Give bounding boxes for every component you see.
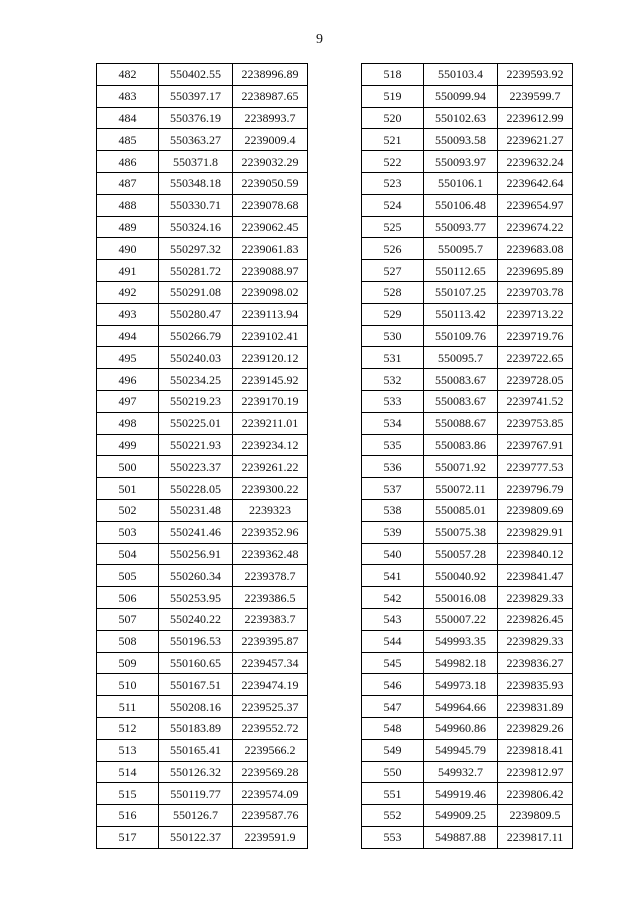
point-number-cell: 482 — [97, 64, 159, 86]
y-coordinate-cell: 2239713.22 — [498, 303, 573, 325]
x-coordinate-cell: 550231.48 — [159, 499, 233, 521]
point-number-cell: 488 — [97, 194, 159, 216]
point-number-cell: 553 — [362, 826, 424, 848]
x-coordinate-cell: 550072.11 — [424, 478, 498, 500]
x-coordinate-cell: 549982.18 — [424, 652, 498, 674]
y-coordinate-cell: 2239703.78 — [498, 281, 573, 303]
y-coordinate-cell: 2239612.99 — [498, 107, 573, 129]
point-number-cell: 517 — [97, 826, 159, 848]
x-coordinate-cell: 549945.79 — [424, 739, 498, 761]
y-coordinate-cell: 2239211.01 — [233, 412, 308, 434]
point-number-cell: 518 — [362, 64, 424, 86]
coordinates-table-right-body — [362, 64, 573, 849]
point-number-cell: 538 — [362, 499, 424, 521]
table-row — [97, 281, 308, 303]
point-number-cell: 498 — [97, 412, 159, 434]
table-row — [362, 805, 573, 827]
y-coordinate-cell: 2239566.2 — [233, 739, 308, 761]
y-coordinate-cell: 2239831.89 — [498, 696, 573, 718]
table-row — [97, 761, 308, 783]
x-coordinate-cell: 550165.41 — [159, 739, 233, 761]
x-coordinate-cell: 550106.1 — [424, 172, 498, 194]
table-row — [362, 369, 573, 391]
x-coordinate-cell: 549973.18 — [424, 674, 498, 696]
point-number-cell: 540 — [362, 543, 424, 565]
point-number-cell: 537 — [362, 478, 424, 500]
table-row — [97, 172, 308, 194]
y-coordinate-cell: 2239300.22 — [233, 478, 308, 500]
x-coordinate-cell: 550240.03 — [159, 347, 233, 369]
point-number-cell: 526 — [362, 238, 424, 260]
y-coordinate-cell: 2239840.12 — [498, 543, 573, 565]
x-coordinate-cell: 550007.22 — [424, 608, 498, 630]
y-coordinate-cell: 2239113.94 — [233, 303, 308, 325]
table-row — [362, 325, 573, 347]
point-number-cell: 525 — [362, 216, 424, 238]
coordinates-table-left-body — [97, 64, 308, 849]
y-coordinate-cell: 2239741.52 — [498, 390, 573, 412]
table-row — [362, 783, 573, 805]
point-number-cell: 527 — [362, 260, 424, 282]
point-number-cell: 496 — [97, 369, 159, 391]
table-row — [97, 434, 308, 456]
x-coordinate-cell: 550093.97 — [424, 151, 498, 173]
x-coordinate-cell: 550016.08 — [424, 587, 498, 609]
table-row — [362, 303, 573, 325]
x-coordinate-cell: 550219.23 — [159, 390, 233, 412]
point-number-cell: 511 — [97, 696, 159, 718]
y-coordinate-cell: 2239261.22 — [233, 456, 308, 478]
point-number-cell: 528 — [362, 281, 424, 303]
point-number-cell: 548 — [362, 717, 424, 739]
table-row — [97, 587, 308, 609]
table-row — [362, 826, 573, 848]
x-coordinate-cell: 550102.63 — [424, 107, 498, 129]
y-coordinate-cell: 2239826.45 — [498, 608, 573, 630]
point-number-cell: 547 — [362, 696, 424, 718]
y-coordinate-cell: 2239829.33 — [498, 587, 573, 609]
x-coordinate-cell: 550324.16 — [159, 216, 233, 238]
y-coordinate-cell: 2239009.4 — [233, 129, 308, 151]
point-number-cell: 532 — [362, 369, 424, 391]
point-number-cell: 490 — [97, 238, 159, 260]
x-coordinate-cell: 550196.53 — [159, 630, 233, 652]
table-row — [97, 85, 308, 107]
point-number-cell: 520 — [362, 107, 424, 129]
x-coordinate-cell: 550040.92 — [424, 565, 498, 587]
y-coordinate-cell: 2239574.09 — [233, 783, 308, 805]
table-row — [362, 216, 573, 238]
x-coordinate-cell: 550281.72 — [159, 260, 233, 282]
y-coordinate-cell: 2239378.7 — [233, 565, 308, 587]
x-coordinate-cell: 550093.77 — [424, 216, 498, 238]
y-coordinate-cell: 2239719.76 — [498, 325, 573, 347]
point-number-cell: 512 — [97, 717, 159, 739]
point-number-cell: 491 — [97, 260, 159, 282]
point-number-cell: 516 — [97, 805, 159, 827]
y-coordinate-cell: 2239061.83 — [233, 238, 308, 260]
x-coordinate-cell: 550167.51 — [159, 674, 233, 696]
y-coordinate-cell: 2239352.96 — [233, 521, 308, 543]
x-coordinate-cell: 550075.38 — [424, 521, 498, 543]
table-row — [362, 717, 573, 739]
y-coordinate-cell: 2239088.97 — [233, 260, 308, 282]
table-row — [97, 456, 308, 478]
y-coordinate-cell: 2238996.89 — [233, 64, 308, 86]
y-coordinate-cell: 2239362.48 — [233, 543, 308, 565]
y-coordinate-cell: 2239457.34 — [233, 652, 308, 674]
point-number-cell: 484 — [97, 107, 159, 129]
x-coordinate-cell: 550225.01 — [159, 412, 233, 434]
x-coordinate-cell: 549887.88 — [424, 826, 498, 848]
y-coordinate-cell: 2239098.02 — [233, 281, 308, 303]
point-number-cell: 546 — [362, 674, 424, 696]
y-coordinate-cell: 2239599.7 — [498, 85, 573, 107]
table-row — [97, 194, 308, 216]
table-row — [97, 783, 308, 805]
table-row — [97, 717, 308, 739]
table-row — [97, 805, 308, 827]
x-coordinate-cell: 550402.55 — [159, 64, 233, 86]
x-coordinate-cell: 550160.65 — [159, 652, 233, 674]
y-coordinate-cell: 2239683.08 — [498, 238, 573, 260]
point-number-cell: 535 — [362, 434, 424, 456]
point-number-cell: 523 — [362, 172, 424, 194]
table-row — [362, 412, 573, 434]
x-coordinate-cell: 550348.18 — [159, 172, 233, 194]
point-number-cell: 539 — [362, 521, 424, 543]
x-coordinate-cell: 550095.7 — [424, 347, 498, 369]
x-coordinate-cell: 550221.93 — [159, 434, 233, 456]
table-row — [362, 64, 573, 86]
x-coordinate-cell: 549932.7 — [424, 761, 498, 783]
table-row — [97, 129, 308, 151]
point-number-cell: 515 — [97, 783, 159, 805]
point-number-cell: 483 — [97, 85, 159, 107]
y-coordinate-cell: 2239835.93 — [498, 674, 573, 696]
point-number-cell: 507 — [97, 608, 159, 630]
table-row — [97, 238, 308, 260]
table-row — [97, 478, 308, 500]
point-number-cell: 536 — [362, 456, 424, 478]
table-row — [97, 826, 308, 848]
table-row — [362, 652, 573, 674]
x-coordinate-cell: 550107.25 — [424, 281, 498, 303]
table-row — [362, 172, 573, 194]
x-coordinate-cell: 550119.77 — [159, 783, 233, 805]
point-number-cell: 495 — [97, 347, 159, 369]
point-number-cell: 510 — [97, 674, 159, 696]
y-coordinate-cell: 2239674.22 — [498, 216, 573, 238]
table-row — [362, 674, 573, 696]
point-number-cell: 541 — [362, 565, 424, 587]
y-coordinate-cell: 2239587.76 — [233, 805, 308, 827]
x-coordinate-cell: 550223.37 — [159, 456, 233, 478]
x-coordinate-cell: 550330.71 — [159, 194, 233, 216]
point-number-cell: 543 — [362, 608, 424, 630]
point-number-cell: 489 — [97, 216, 159, 238]
y-coordinate-cell: 2239753.85 — [498, 412, 573, 434]
point-number-cell: 499 — [97, 434, 159, 456]
table-row — [362, 521, 573, 543]
x-coordinate-cell: 550109.76 — [424, 325, 498, 347]
y-coordinate-cell: 2239525.37 — [233, 696, 308, 718]
x-coordinate-cell: 549919.46 — [424, 783, 498, 805]
table-row — [97, 652, 308, 674]
table-row — [97, 260, 308, 282]
point-number-cell: 550 — [362, 761, 424, 783]
point-number-cell: 533 — [362, 390, 424, 412]
table-row — [362, 260, 573, 282]
y-coordinate-cell: 2239829.91 — [498, 521, 573, 543]
point-number-cell: 497 — [97, 390, 159, 412]
x-coordinate-cell: 550208.16 — [159, 696, 233, 718]
y-coordinate-cell: 2239841.47 — [498, 565, 573, 587]
table-row — [362, 85, 573, 107]
x-coordinate-cell: 550256.91 — [159, 543, 233, 565]
table-row — [97, 64, 308, 86]
x-coordinate-cell: 550085.01 — [424, 499, 498, 521]
y-coordinate-cell: 2238993.7 — [233, 107, 308, 129]
coordinates-table-right — [361, 63, 573, 849]
y-coordinate-cell: 2239170.19 — [233, 390, 308, 412]
x-coordinate-cell: 550376.19 — [159, 107, 233, 129]
x-coordinate-cell: 550122.37 — [159, 826, 233, 848]
point-number-cell: 500 — [97, 456, 159, 478]
point-number-cell: 503 — [97, 521, 159, 543]
point-number-cell: 509 — [97, 652, 159, 674]
y-coordinate-cell: 2239777.53 — [498, 456, 573, 478]
x-coordinate-cell: 550371.8 — [159, 151, 233, 173]
x-coordinate-cell: 550363.27 — [159, 129, 233, 151]
table-row — [97, 608, 308, 630]
point-number-cell: 519 — [362, 85, 424, 107]
y-coordinate-cell: 2238987.65 — [233, 85, 308, 107]
table-row — [362, 608, 573, 630]
table-row — [362, 761, 573, 783]
table-row — [97, 347, 308, 369]
x-coordinate-cell: 550253.95 — [159, 587, 233, 609]
x-coordinate-cell: 550112.65 — [424, 260, 498, 282]
point-number-cell: 485 — [97, 129, 159, 151]
x-coordinate-cell: 550260.34 — [159, 565, 233, 587]
y-coordinate-cell: 2239654.97 — [498, 194, 573, 216]
x-coordinate-cell: 550266.79 — [159, 325, 233, 347]
x-coordinate-cell: 550240.22 — [159, 608, 233, 630]
point-number-cell: 549 — [362, 739, 424, 761]
x-coordinate-cell: 550291.08 — [159, 281, 233, 303]
table-row — [97, 303, 308, 325]
table-row — [97, 369, 308, 391]
x-coordinate-cell: 550057.28 — [424, 543, 498, 565]
table-row — [362, 281, 573, 303]
point-number-cell: 493 — [97, 303, 159, 325]
point-number-cell: 514 — [97, 761, 159, 783]
y-coordinate-cell: 2239050.59 — [233, 172, 308, 194]
y-coordinate-cell: 2239145.92 — [233, 369, 308, 391]
x-coordinate-cell: 550241.46 — [159, 521, 233, 543]
table-row — [362, 390, 573, 412]
y-coordinate-cell: 2239593.92 — [498, 64, 573, 86]
y-coordinate-cell: 2239829.33 — [498, 630, 573, 652]
point-number-cell: 502 — [97, 499, 159, 521]
x-coordinate-cell: 550113.42 — [424, 303, 498, 325]
point-number-cell: 492 — [97, 281, 159, 303]
x-coordinate-cell: 550126.32 — [159, 761, 233, 783]
x-coordinate-cell: 550106.48 — [424, 194, 498, 216]
table-row — [97, 739, 308, 761]
table-row — [362, 238, 573, 260]
table-row — [362, 543, 573, 565]
x-coordinate-cell: 549960.86 — [424, 717, 498, 739]
table-row — [362, 107, 573, 129]
table-row — [362, 630, 573, 652]
table-row — [97, 543, 308, 565]
x-coordinate-cell: 550095.7 — [424, 238, 498, 260]
x-coordinate-cell: 550126.7 — [159, 805, 233, 827]
y-coordinate-cell: 2239806.42 — [498, 783, 573, 805]
y-coordinate-cell: 2239395.87 — [233, 630, 308, 652]
table-row — [97, 151, 308, 173]
y-coordinate-cell: 2239812.97 — [498, 761, 573, 783]
point-number-cell: 531 — [362, 347, 424, 369]
table-row — [362, 478, 573, 500]
y-coordinate-cell: 2239836.27 — [498, 652, 573, 674]
point-number-cell: 551 — [362, 783, 424, 805]
point-number-cell: 505 — [97, 565, 159, 587]
x-coordinate-cell: 550297.32 — [159, 238, 233, 260]
y-coordinate-cell: 2239809.69 — [498, 499, 573, 521]
y-coordinate-cell: 2239234.12 — [233, 434, 308, 456]
x-coordinate-cell: 549993.35 — [424, 630, 498, 652]
y-coordinate-cell: 2239032.29 — [233, 151, 308, 173]
point-number-cell: 504 — [97, 543, 159, 565]
point-number-cell: 494 — [97, 325, 159, 347]
table-row — [97, 565, 308, 587]
x-coordinate-cell: 550071.92 — [424, 456, 498, 478]
y-coordinate-cell: 2239621.27 — [498, 129, 573, 151]
y-coordinate-cell: 2239818.41 — [498, 739, 573, 761]
x-coordinate-cell: 550099.94 — [424, 85, 498, 107]
point-number-cell: 522 — [362, 151, 424, 173]
y-coordinate-cell: 2239695.89 — [498, 260, 573, 282]
table-row — [362, 129, 573, 151]
y-coordinate-cell: 2239722.65 — [498, 347, 573, 369]
point-number-cell: 508 — [97, 630, 159, 652]
point-number-cell: 521 — [362, 129, 424, 151]
y-coordinate-cell: 2239809.5 — [498, 805, 573, 827]
table-row — [362, 194, 573, 216]
y-coordinate-cell: 2239632.24 — [498, 151, 573, 173]
table-row — [362, 587, 573, 609]
table-row — [97, 325, 308, 347]
y-coordinate-cell: 2239642.64 — [498, 172, 573, 194]
table-row — [97, 499, 308, 521]
point-number-cell: 501 — [97, 478, 159, 500]
x-coordinate-cell: 549909.25 — [424, 805, 498, 827]
table-row — [362, 696, 573, 718]
y-coordinate-cell: 2239591.9 — [233, 826, 308, 848]
x-coordinate-cell: 550083.67 — [424, 390, 498, 412]
table-row — [362, 347, 573, 369]
point-number-cell: 487 — [97, 172, 159, 194]
x-coordinate-cell: 550083.86 — [424, 434, 498, 456]
table-row — [362, 739, 573, 761]
table-row — [362, 499, 573, 521]
x-coordinate-cell: 550083.67 — [424, 369, 498, 391]
y-coordinate-cell: 2239552.72 — [233, 717, 308, 739]
x-coordinate-cell: 550228.05 — [159, 478, 233, 500]
point-number-cell: 530 — [362, 325, 424, 347]
y-coordinate-cell: 2239323 — [233, 499, 308, 521]
table-row — [97, 630, 308, 652]
table-row — [97, 674, 308, 696]
point-number-cell: 534 — [362, 412, 424, 434]
table-row — [362, 151, 573, 173]
x-coordinate-cell: 550103.4 — [424, 64, 498, 86]
table-row — [97, 412, 308, 434]
point-number-cell: 544 — [362, 630, 424, 652]
y-coordinate-cell: 2239062.45 — [233, 216, 308, 238]
x-coordinate-cell: 550093.58 — [424, 129, 498, 151]
point-number-cell: 545 — [362, 652, 424, 674]
x-coordinate-cell: 550234.25 — [159, 369, 233, 391]
y-coordinate-cell: 2239569.28 — [233, 761, 308, 783]
point-number-cell: 552 — [362, 805, 424, 827]
y-coordinate-cell: 2239728.05 — [498, 369, 573, 391]
y-coordinate-cell: 2239817.11 — [498, 826, 573, 848]
point-number-cell: 524 — [362, 194, 424, 216]
x-coordinate-cell: 550397.17 — [159, 85, 233, 107]
y-coordinate-cell: 2239120.12 — [233, 347, 308, 369]
page-number: 9 — [316, 32, 323, 47]
table-row — [97, 216, 308, 238]
y-coordinate-cell: 2239383.7 — [233, 608, 308, 630]
point-number-cell: 542 — [362, 587, 424, 609]
y-coordinate-cell: 2239474.19 — [233, 674, 308, 696]
table-row — [97, 107, 308, 129]
point-number-cell: 529 — [362, 303, 424, 325]
coordinates-table-left — [96, 63, 308, 849]
x-coordinate-cell: 550280.47 — [159, 303, 233, 325]
table-row — [362, 456, 573, 478]
y-coordinate-cell: 2239796.79 — [498, 478, 573, 500]
y-coordinate-cell: 2239386.5 — [233, 587, 308, 609]
x-coordinate-cell: 550088.67 — [424, 412, 498, 434]
table-row — [97, 696, 308, 718]
y-coordinate-cell: 2239102.41 — [233, 325, 308, 347]
table-row — [97, 521, 308, 543]
table-row — [362, 434, 573, 456]
table-row — [97, 390, 308, 412]
x-coordinate-cell: 549964.66 — [424, 696, 498, 718]
point-number-cell: 506 — [97, 587, 159, 609]
point-number-cell: 513 — [97, 739, 159, 761]
table-row — [362, 565, 573, 587]
y-coordinate-cell: 2239078.68 — [233, 194, 308, 216]
y-coordinate-cell: 2239767.91 — [498, 434, 573, 456]
y-coordinate-cell: 2239829.26 — [498, 717, 573, 739]
point-number-cell: 486 — [97, 151, 159, 173]
x-coordinate-cell: 550183.89 — [159, 717, 233, 739]
